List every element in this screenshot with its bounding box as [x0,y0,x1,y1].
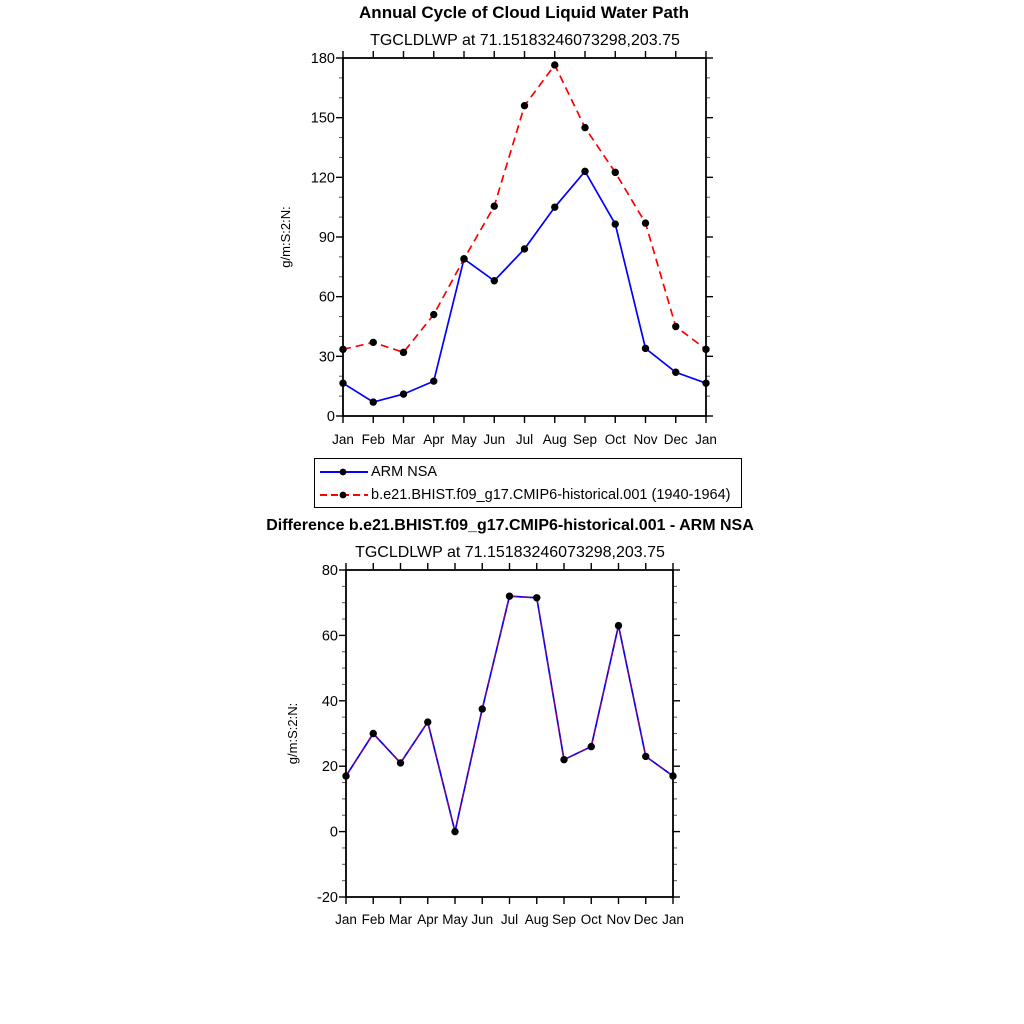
difference-overlay-line [346,596,673,831]
difference-marker [479,705,486,712]
x-tick-label: Dec [663,432,688,447]
cmip6-historical-marker [672,323,679,330]
y-tick-label: 40 [321,693,338,710]
arm-nsa-marker [551,203,558,210]
cmip6-historical-marker [339,346,346,353]
difference-chart [285,563,684,927]
legend-entry-label: ARM NSA [371,463,438,480]
cmip6-historical-marker [491,202,498,209]
arm-nsa-marker [339,379,346,386]
legend-line-sample [319,489,369,501]
chart2-subtitle: TGCLDLWP at 71.15183246073298,203.75 [355,544,665,561]
y-tick-label: -20 [317,890,338,906]
cmip6-historical-marker [370,339,377,346]
difference-marker [370,730,377,737]
arm-nsa-marker [642,345,649,352]
annual-cycle-chart [278,51,717,447]
cmip6-historical-marker [612,169,619,176]
arm-nsa-marker [400,390,407,397]
difference-marker [669,772,676,779]
difference-marker [615,622,622,629]
y-tick-label: 0 [329,824,338,841]
x-tick-label: Feb [361,432,385,447]
legend-entry [319,483,741,506]
cmip6-historical-marker [400,349,407,356]
difference-marker [642,753,649,760]
x-tick-label: Jan [332,432,354,447]
difference-line [346,596,673,831]
cmip6-historical-marker [702,346,709,353]
x-tick-label: Jan [662,912,684,927]
x-tick-label: Dec [633,912,658,927]
legend-line-sample [319,466,369,478]
legend-entry [319,460,741,483]
y-tick-label: 80 [321,563,338,579]
x-tick-label: Oct [580,912,602,927]
y-axis-label: g/m:S:2:N: [285,702,300,765]
cmip6-historical-marker [551,61,558,68]
plot-frame [343,58,706,416]
x-tick-label: Nov [606,912,631,927]
y-tick-label: 180 [310,51,335,67]
x-tick-label: Mar [388,912,413,927]
legend-entry-label: b.e21.BHIST.f09_g17.CMIP6-historical.001 (1940-1964) [371,486,731,503]
x-tick-label: Sep [551,912,577,927]
cmip6-historical-marker [581,124,588,131]
x-tick-label: Aug [542,432,567,447]
x-tick-label: Jun [483,432,506,447]
difference-marker [588,743,595,750]
x-tick-label: Jul [500,912,519,927]
x-tick-label: Apr [423,432,445,447]
cmip6-historical-marker [521,102,528,109]
arm-nsa-marker [581,168,588,175]
x-tick-label: Nov [633,432,658,447]
y-tick-label: 120 [310,170,335,187]
arm-nsa-marker [430,377,437,384]
arm-nsa-marker [491,277,498,284]
y-tick-label: 60 [321,628,338,645]
cmip6-historical-marker [642,219,649,226]
y-tick-label: 0 [326,409,335,425]
chart2-title: Difference b.e21.BHIST.f09_g17.CMIP6-historical.001 - ARM NSA [266,517,754,534]
difference-marker [342,772,349,779]
y-tick-label: 20 [321,759,338,776]
difference-marker [451,828,458,835]
cmip6-historical-marker [460,255,467,262]
y-tick-label: 60 [318,289,335,306]
x-tick-label: Sep [572,432,598,447]
arm-nsa-marker [521,245,528,252]
arm-nsa-line [343,171,706,402]
x-tick-label: Jan [335,912,357,927]
x-tick-label: Apr [417,912,439,927]
x-tick-label: Mar [391,432,416,447]
arm-nsa-marker [702,379,709,386]
x-tick-label: Jun [471,912,494,927]
x-tick-label: Jan [695,432,717,447]
legend-marker-dot [340,468,347,475]
difference-marker [397,759,404,766]
arm-nsa-marker [672,369,679,376]
difference-marker [506,592,513,599]
x-tick-label: Feb [361,912,385,927]
x-tick-label: Oct [604,432,626,447]
difference-marker [424,718,431,725]
x-tick-label: Aug [524,912,549,927]
cmip6-historical-marker [430,311,437,318]
difference-marker [560,756,567,763]
arm-nsa-marker [612,220,619,227]
legend-marker-dot [340,491,347,498]
x-tick-label: May [451,432,477,447]
arm-nsa-marker [370,398,377,405]
y-tick-label: 90 [318,230,335,246]
y-tick-label: 30 [318,349,335,366]
plot-frame [346,570,673,897]
x-tick-label: May [442,912,468,927]
y-axis-label: g/m:S:2:N: [278,206,293,268]
chart1-subtitle: TGCLDLWP at 71.15183246073298,203.75 [370,32,680,49]
y-tick-label: 150 [310,110,335,127]
difference-marker [533,594,540,601]
x-tick-label: Jul [515,432,534,447]
chart1-title: Annual Cycle of Cloud Liquid Water Path [359,3,689,22]
legend [314,458,742,508]
